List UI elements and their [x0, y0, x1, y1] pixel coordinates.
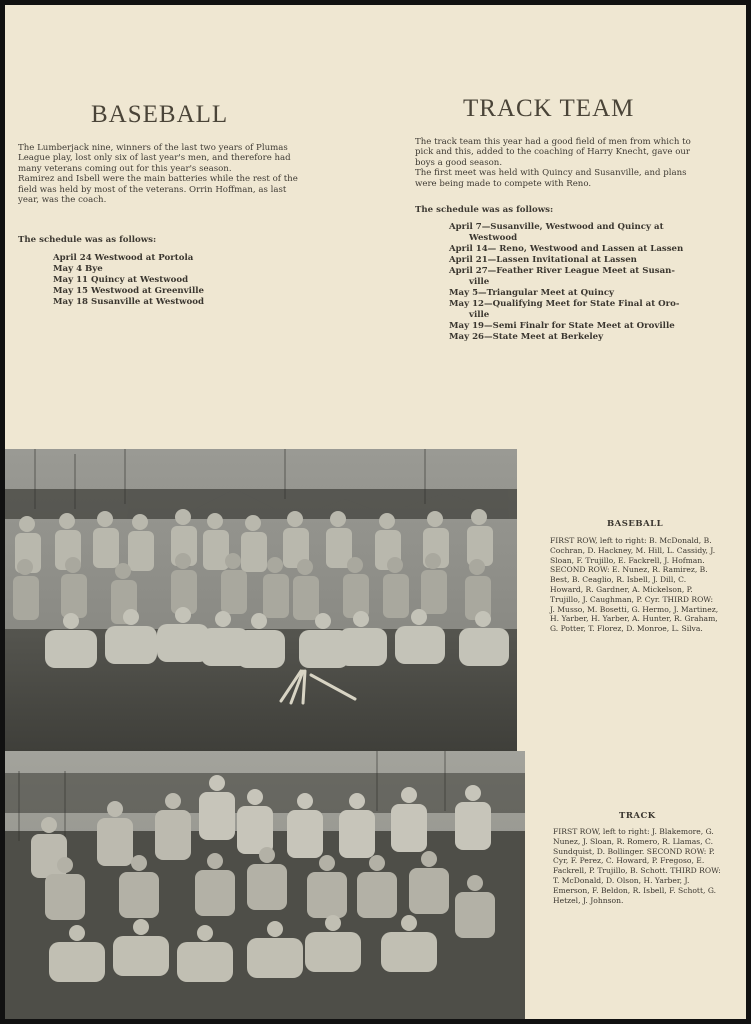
baseball-photo-caption: FIRST ROW, left to right: B. McDonald, B. Cochran, D. Hackney, M. Hill, L. Cassidy, J. Sloan, F. Trujillo, E. Fackrell, J. Hofman. SECOND ROW: E. Nunez, R. Ramirez, B. Best, B. Ceaglio, R. Isbell, J. Dill, C. Howard, R. Gardner, A. Mickelson, P. Trujillo, J. Caughman, P. Cyr. THIRD ROW: J. Musso, M. Bosetti, G. Hermo, J. Martinez, H. Yarber, H. Yarber, A. Hunter, R. Graham, G. Potter, T. Florez, D. Monroe, L. Silva. — [550, 536, 719, 634]
schedule-item — [449, 222, 701, 244]
baseball-team-photo — [5, 449, 517, 751]
track-photo-caption: FIRST ROW, left to right: J. Blakemore, G. Nunez, J. Sloan, R. Romero, R. Llamas, C. Sundquist, D. Bollinger. SECOND ROW: P. Cyr, F. Perez, C. Howard, P. Fregoso, E. Fackrell, P. Trujillo, B. Schott. THIRD ROW: T. McDonald, D. Olson, H. Yarber, J. Emerson, F. Beldon, R. Isbell, F. Schott, G. Hetzel, J. Johnson. — [553, 827, 721, 905]
schedule-item: April 24 Westwood at Portola — [53, 253, 194, 263]
track-team-photo — [5, 751, 525, 1019]
baseball-caption-title: BASEBALL — [607, 519, 664, 529]
baseball-paragraph-2: Ramirez and Isbell were the main batteries while the rest of the field was held by most of the veterans. Orrin Hoffman, as last year, was the coach. — [18, 174, 298, 206]
schedule-item: May 18 Susanville at Westwood — [53, 297, 204, 307]
schedule-item — [449, 288, 701, 299]
baseball-article — [18, 143, 303, 205]
track-heading: TRACK TEAM — [463, 95, 635, 122]
baseball-schedule — [53, 253, 204, 308]
track-schedule-intro: The schedule was as follows: — [415, 205, 554, 215]
baseball-schedule-intro: The schedule was as follows: — [18, 235, 157, 245]
schedule-item-text: April 27—Feather River League Meet at Susan- — [449, 266, 675, 276]
schedule-item-continuation: ville — [469, 310, 490, 320]
schedule-item — [449, 255, 701, 266]
schedule-item-text: April 21—Lassen Invitational at Lassen — [449, 255, 637, 265]
schedule-item-continuation: ville — [469, 277, 490, 287]
schedule-item-text: May 26—State Meet at Berkeley — [449, 332, 604, 342]
schedule-item-text: May 5—Triangular Meet at Quincy — [449, 288, 615, 298]
schedule-item — [449, 266, 701, 288]
track-photo-illustration — [5, 751, 525, 1019]
baseball-heading: BASEBALL — [91, 101, 229, 128]
schedule-item — [449, 321, 701, 332]
schedule-item — [449, 299, 701, 321]
track-paragraph: The track team this year had a good field of men from which to pick and this, added to the coaching of Harry Knecht, gave our boys a good season. — [415, 137, 691, 168]
yearbook-page — [5, 5, 746, 1019]
schedule-item: May 15 Westwood at Greenville — [53, 286, 204, 296]
schedule-item — [449, 332, 701, 343]
track-schedule — [449, 222, 701, 343]
track-article — [415, 137, 700, 189]
schedule-item-text: April 14— Reno, Westwood and Lassen at Lassen — [449, 244, 684, 254]
schedule-item: May 4 Bye — [53, 264, 103, 274]
schedule-item-text: May 12—Qualifying Meet for State Final at Oro- — [449, 299, 680, 309]
baseball-paragraph: The Lumberjack nine, winners of the last two years of Plumas League play, lost only six of last year's men, and therefore had many veterans coming out for this year's season. — [18, 143, 291, 174]
baseball-photo-illustration — [5, 449, 517, 751]
track-caption-title: TRACK — [619, 811, 656, 821]
schedule-item-continuation: Westwood — [469, 233, 518, 243]
schedule-item-text: April 7—Susanville, Westwood and Quincy at — [449, 222, 664, 232]
schedule-item: May 11 Quincy at Westwood — [53, 275, 189, 285]
schedule-item-text: May 19—Semi Finalr for State Meet at Oroville — [449, 321, 675, 331]
track-paragraph-2: The first meet was held with Quincy and Susanville, and plans were being made to compete with Reno. — [415, 168, 687, 189]
schedule-item — [449, 244, 701, 255]
